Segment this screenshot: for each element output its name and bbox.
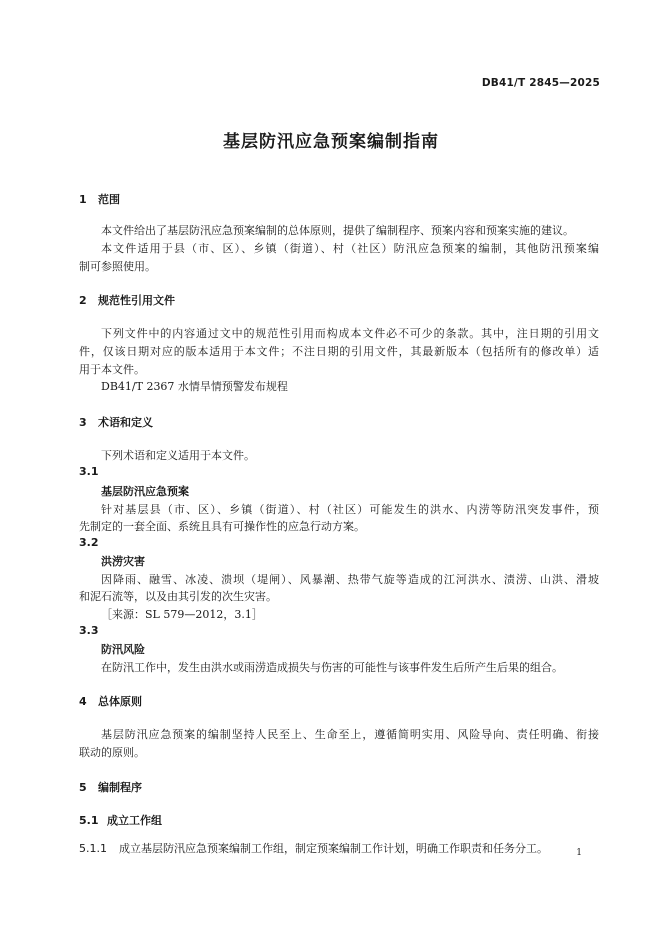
document-title: 基层防汛应急预案编制指南 [223,132,439,152]
paragraph-line: 制可参照使用。 [79,260,156,273]
term-definition-line: 针对基层县（市、区）、乡镇（街道）、村（社区）可能发生的洪水、内涝等防汛突发事件，预 [101,503,599,516]
normative-reference: DB41/T 2367 水情旱情预警发布规程 [101,380,288,393]
paragraph-line: 用于本文件。 [79,363,145,376]
term-definition-line: 因降雨、融雪、冰凌、溃坝（堤闸）、风暴潮、热带气旋等造成的江河洪水、渍涝、山洪、滑坡 [101,573,599,586]
section-number: 4 [79,695,87,708]
term-definition-line: 在防汛工作中，发生由洪水或雨涝造成损失与伤害的可能性与该事件发生后所产生后果的组合。 [101,661,563,674]
section-title: 范围 [98,193,120,206]
term-definition-line: 和泥石流等，以及由其引发的次生灾害。 [79,590,277,603]
term-source: ［来源：SL 579—2012，3.1］ [101,608,263,621]
clause-text: 成立基层防汛应急预案编制工作组，制定预案编制工作计划，明确工作职责和任务分工。 [119,842,548,855]
term-number: 3.1 [79,465,99,478]
clause-5-1-1 [79,840,548,856]
term-definition-line: 先制定的一套全面、系统且具有可操作性的应急行动方案。 [79,520,365,533]
section-1-heading [79,191,120,207]
section-4-heading [79,693,142,709]
section-number: 1 [79,193,87,206]
section-number: 3 [79,416,87,429]
term-name: 基层防汛应急预案 [101,485,189,498]
paragraph-line: 下列文件中的内容通过文中的规范性引用而构成本文件必不可少的条款。其中，注日期的引用文 [101,327,599,340]
paragraph-line: 本文件给出了基层防汛应急预案编制的总体原则，提供了编制程序、预案内容和预案实施的建议。 [101,224,574,237]
standard-code: DB41/T 2845—2025 [481,77,600,89]
section-number: 2 [79,294,87,307]
term-name: 洪涝灾害 [101,555,145,568]
section-5-heading [79,779,142,795]
section-title: 术语和定义 [98,416,153,429]
paragraph-line: 联动的原则。 [79,746,145,759]
section-title: 编制程序 [98,781,142,794]
subsection-number: 5.1 [79,814,99,827]
clause-number: 5.1.1 [79,842,107,855]
term-number: 3.2 [79,536,99,549]
paragraph-line: 本文件适用于县（市、区）、乡镇（街道）、村（社区）防汛应急预案的编制，其他防汛预案编 [101,242,599,255]
paragraph-line: 下列术语和定义适用于本文件。 [101,449,255,462]
page-number: 1 [576,848,582,858]
section-3-heading [79,414,153,430]
section-2-heading [79,292,175,308]
section-number: 5 [79,781,87,794]
paragraph-line: 基层防汛应急预案的编制坚持人民至上、生命至上，遵循简明实用、风险导向、责任明确、衔接 [101,728,599,741]
term-name: 防汛风险 [101,643,145,656]
subsection-title: 成立工作组 [107,814,162,827]
subsection-5-1-heading [79,812,162,828]
section-title: 规范性引用文件 [98,294,175,307]
paragraph-line: 件，仅该日期对应的版本适用于本文件；不注日期的引用文件，其最新版本（包括所有的修改单）适 [79,345,599,358]
section-title: 总体原则 [98,695,142,708]
term-number: 3.3 [79,624,99,637]
